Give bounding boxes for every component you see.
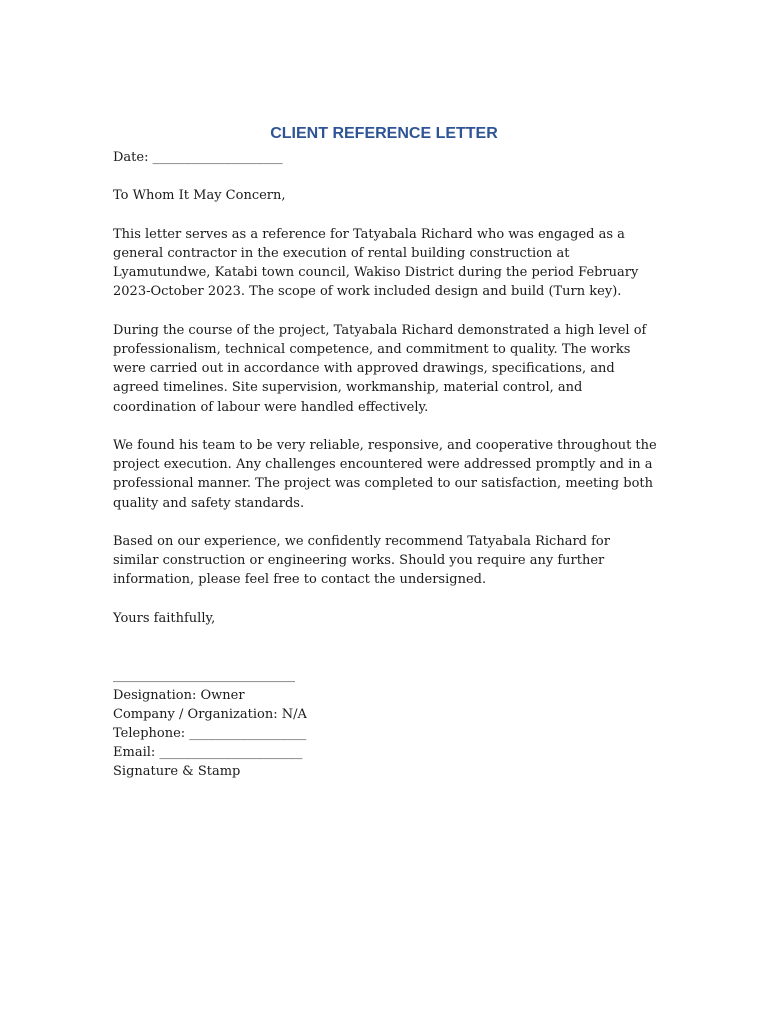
signature-line: ____________________________ (113, 668, 295, 684)
letter-body (113, 148, 658, 782)
closing: Yours faithfully, (113, 610, 216, 626)
company: Company / Organization: N/A (113, 706, 307, 722)
paragraph-1: This letter serves as a reference for Tatyabala Richard who was engaged as a general contractor in the execution of rental building construction at Lyamutundwe, Katabi town council, Wakiso District during the period February 2023-October 2023. The scope of work included design and build (Turn key). (113, 226, 639, 300)
signature-stamp: Signature & Stamp (113, 764, 241, 780)
paragraph-4: Based on our experience, we confidently recommend Tatyabala Richard for similar construction or engineering works. Should you require any further information, please feel free to contact the undersigned. (113, 533, 610, 588)
salutation: To Whom It May Concern, (113, 188, 286, 204)
designation: Designation: Owner (113, 687, 245, 703)
telephone: Telephone: __________________ (113, 725, 307, 741)
paragraph-2: During the course of the project, Tatyabala Richard demonstrated a high level of professionalism, technical competence, and commitment to quality. The works were carried out in accordance with approved drawings, specifications, and agreed timelines. Site supervision, workmanship, material control, and coordination of labour were handled effectively. (113, 322, 647, 415)
letter-title: CLIENT REFERENCE LETTER (270, 125, 498, 142)
email: Email: ______________________ (113, 745, 303, 761)
date-line: Date: ____________________ (113, 150, 283, 165)
paragraph-3: We found his team to be very reliable, responsive, and cooperative throughout the project execution. Any challenges encountered were addressed promptly and in a professional manner. The project was completed to our satisfaction, meeting both quality and safety standards. (113, 437, 657, 511)
